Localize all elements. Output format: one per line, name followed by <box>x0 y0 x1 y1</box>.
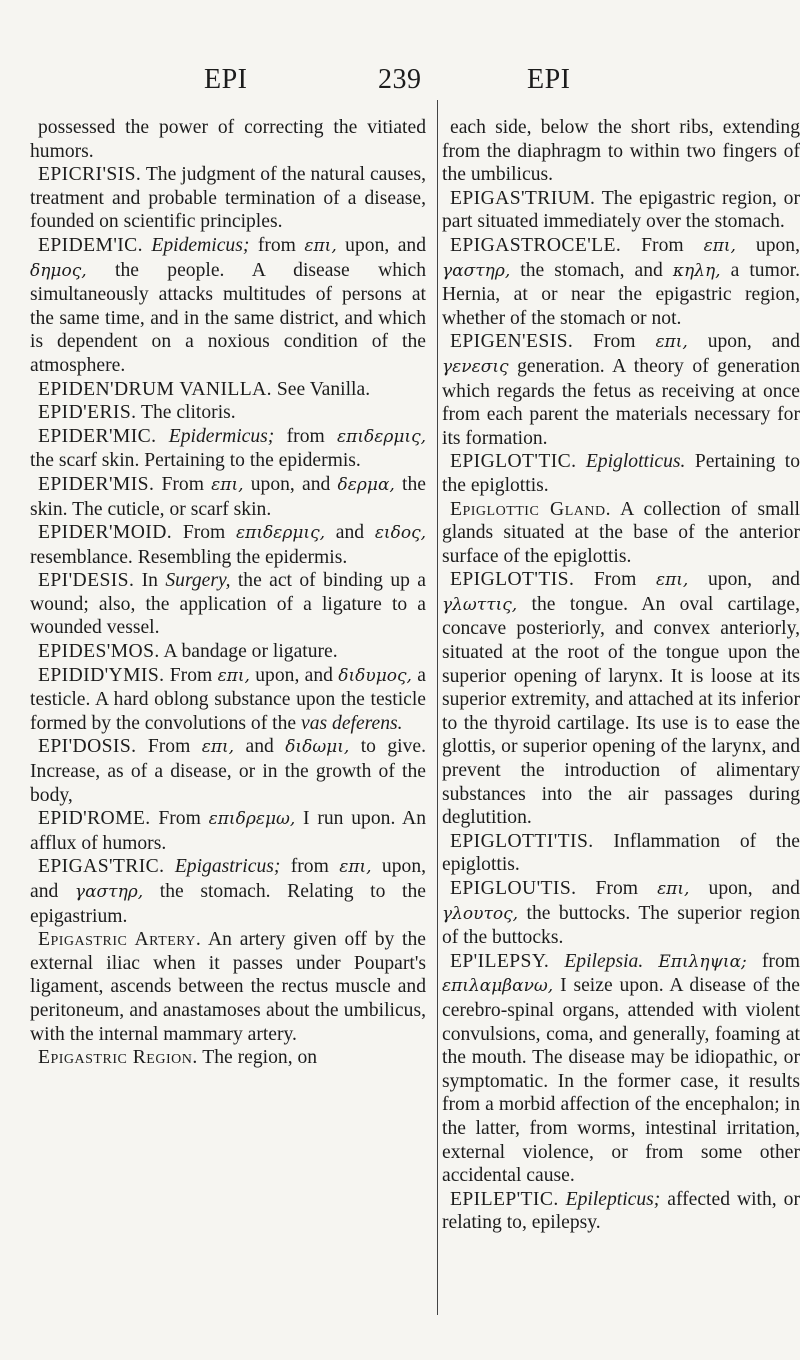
greek-etymon: επι, <box>217 665 250 686</box>
dictionary-entry <box>442 1188 800 1235</box>
dictionary-entry <box>442 877 800 950</box>
definition-text: Pertaining to the epiglottis. <box>442 451 800 496</box>
entry-headword: EPIDEN'DRUM VANILLA. <box>38 378 272 400</box>
definition-text: From <box>574 569 656 591</box>
dictionary-entry <box>442 498 800 569</box>
greek-etymon: επι, <box>339 857 372 878</box>
entry-headword: EPIGAS'TRIC. <box>38 856 165 878</box>
definition-text: possessed the power of correcting the vitiated humors. <box>30 117 426 162</box>
entry-headword: Epigastric Region. <box>38 1047 198 1069</box>
greek-etymon: επιλαμβανω, <box>442 976 554 997</box>
dictionary-entry <box>30 401 426 425</box>
dictionary-entry <box>30 928 426 1046</box>
greek-etymon: επι, <box>655 570 689 591</box>
entry-headword: EPI'DESIS. <box>38 570 135 592</box>
dictionary-entry <box>30 163 426 234</box>
entry-headword: EPILEP'TIC. <box>450 1188 559 1210</box>
definition-text: from <box>746 950 800 972</box>
greek-etymon: επιδρεμω, <box>208 809 296 830</box>
left-column <box>30 116 426 1070</box>
definition-text: upon, and <box>249 664 339 686</box>
definition-text <box>549 951 564 972</box>
dictionary-entry <box>442 450 800 497</box>
definition-text: I seize upon. A disease of the cerebro-spinal organs, attended with violent convulsions, coma, and generally, foaming at the mouth. The disease may be idiopathic, or symptomatic. In the former case, it results from a morbid affection of the encephalon; in the latter, from worms, intestinal irritation, external violence, or from some other accidental cause. <box>442 975 800 1187</box>
definition-text: From <box>150 808 209 830</box>
dictionary-entry <box>30 735 426 807</box>
dictionary-entry <box>30 569 426 640</box>
definition-text: to give. Increase, as of a disease, or in the growth of the body, <box>30 736 426 806</box>
definition-text: From <box>621 234 704 256</box>
dictionary-entry <box>442 330 800 450</box>
dictionary-entry <box>30 378 426 402</box>
entry-headword: EPIGAS'TRIUM. <box>450 187 596 209</box>
greek-etymon: επιδερμις, <box>236 523 325 544</box>
greek-etymon: διδωμι, <box>285 737 350 758</box>
definition-text: From <box>576 878 658 899</box>
definition-text: from <box>249 234 305 256</box>
latin-term: Epilepsia. <box>564 950 644 972</box>
definition-text: The epigastric region, or part situated immediately over the stomach. <box>442 187 800 233</box>
greek-etymon: δερμα, <box>337 474 395 495</box>
greek-etymon: επι, <box>304 235 337 256</box>
entry-headword: EPIGASTROCE'LE. <box>450 234 622 256</box>
dictionary-entry <box>442 116 800 187</box>
definition-text <box>164 856 174 877</box>
entry-headword: EPID'ROME. <box>38 808 151 830</box>
definition-text: affected with, or relating to, epilepsy. <box>442 1188 800 1234</box>
definition-text: a tumor. Hernia, at or near the epigastric region, whether of the stomach or not. <box>442 259 800 329</box>
definition-text: The clitoris. <box>136 402 236 424</box>
definition-text: resemblance. Resembling the epidermis. <box>30 546 348 568</box>
entry-headword: EPIDER'MOID. <box>38 522 173 544</box>
latin-term: Epigastricus; <box>174 856 281 878</box>
definition-text: upon, and <box>336 234 426 256</box>
dictionary-entry <box>30 1046 426 1070</box>
definition-text: upon, and <box>243 473 338 495</box>
dictionary-entry <box>442 234 800 330</box>
entry-headword: EP'ILEPSY. <box>450 950 550 972</box>
definition-text: the skin. The cuticle, or scarf skin. <box>30 473 426 520</box>
definition-text: I run upon. An afflux of humors. <box>30 808 426 854</box>
greek-etymon: γαστηρ, <box>442 260 511 281</box>
dictionary-entry <box>442 950 800 1188</box>
definition-text: a testicle. A hard oblong substance upon the testicle formed by the convolutions of the <box>30 664 426 734</box>
entry-headword: EPICRI'SIS. <box>38 164 142 186</box>
greek-etymon: γαστηρ, <box>74 882 144 902</box>
greek-etymon: κηλη, <box>672 260 721 281</box>
dictionary-entry <box>30 807 426 855</box>
definition-text: upon, <box>735 234 800 256</box>
dictionary-entry <box>30 116 426 163</box>
header-left-guide-word: EPI <box>204 64 248 95</box>
greek-etymon: Επιληψια; <box>658 951 747 972</box>
definition-text: generation. A theory of generation which regards the fetus as receiving at once from each parent the materials necessary for its formation. <box>442 355 800 449</box>
definition-text <box>156 426 168 447</box>
definition-text: the stomach, and <box>510 259 673 281</box>
entry-headword: EPIDID'YMIS. <box>38 664 165 686</box>
greek-etymon: επι, <box>201 737 235 758</box>
definition-text: From <box>573 331 656 353</box>
definition-text: the people. A disease which simultaneously attacks multitudes of persons at the same time, and in the same district, and which is dependent on a noxious condition of the atmosphere. <box>30 259 426 376</box>
entry-headword: EPID'ERIS. <box>38 402 137 424</box>
definition-text: Inflammation of the epiglottis. <box>442 830 800 876</box>
dictionary-entry <box>442 830 800 877</box>
header-right-guide-word: EPI <box>527 64 571 95</box>
latin-term: Epilepticus; <box>565 1188 661 1210</box>
greek-etymon: επιδερμις, <box>337 426 426 447</box>
definition-text: An artery given off by the external iliac when it passes under Poupart's ligament, ascends between the rectus muscle and peritoneum, and anastamoses about the umbilicus, with the internal mammary artery. <box>30 929 426 1045</box>
definition-text: the act of binding up a wound; also, the application of a ligature to a wounded vessel. <box>30 570 426 639</box>
definition-text: and <box>325 522 375 544</box>
definition-text <box>643 951 658 972</box>
entry-headword: EPIGLOTTI'TIS. <box>450 830 594 852</box>
greek-etymon: διδυμος, <box>338 665 412 686</box>
entry-headword: EPIDEM'IC. <box>38 234 143 256</box>
column-divider <box>437 100 438 1315</box>
definition-text: and <box>234 736 286 758</box>
definition-text: the buttocks. The superior region of the buttocks. <box>442 902 800 949</box>
definition-text: the scarf skin. Pertaining to the epidermis. <box>30 450 361 472</box>
greek-etymon: επι, <box>703 235 736 256</box>
definition-text: The region, on <box>197 1047 318 1069</box>
definition-text: From <box>136 736 202 758</box>
definition-text: A collection of small glands situated at the base of the anterior surface of the epiglottis. <box>442 498 800 567</box>
definition-text: upon, and <box>30 856 427 902</box>
entry-headword: Epigastric Artery. <box>38 929 202 951</box>
entry-headword: EPIDER'MIS. <box>38 473 155 495</box>
running-header <box>0 64 800 104</box>
definition-text <box>576 451 585 472</box>
greek-etymon: γλουτος, <box>442 903 519 924</box>
greek-etymon: επι, <box>657 879 690 899</box>
greek-etymon: ειδος, <box>374 523 426 544</box>
entry-headword: EPI'DOSIS. <box>38 736 137 758</box>
entry-headword: EPIGLOT'TIC. <box>450 451 577 473</box>
definition-text <box>559 1189 566 1210</box>
latin-term: Epidermicus; <box>168 425 275 447</box>
definition-text: See Vanilla. <box>271 378 371 400</box>
latin-term: vas deferens. <box>301 712 403 734</box>
entry-headword: EPIDER'MIC. <box>38 425 157 447</box>
definition-text: From <box>164 664 218 686</box>
dictionary-entry <box>442 568 800 830</box>
definition-text: each side, below the short ribs, extending from the diaphragm to within two fingers of the umbilicus. <box>442 117 800 186</box>
definition-text: the tongue. An oval cartilage, concave posteriorly, and convex anteriorly, situated at the root of the tongue upon the superior opening of larynx. It is loose at its superior extremity, and attached at its inferior to the thyroid cartilage. Its use is to ease the glottis, or superior opening of the larynx, and prevent the introduction of alimentary substances into the air passages during deglutition. <box>442 593 800 829</box>
definition-text: From <box>172 522 237 544</box>
greek-etymon: γλωττις, <box>442 594 518 615</box>
right-column <box>442 116 800 1235</box>
definition-text: The judgment of the natural causes, treatment and probable termination of a disease, founded on scientific principles. <box>30 164 426 233</box>
dictionary-entry <box>442 187 800 234</box>
definition-text: In <box>134 570 166 592</box>
definition-text: the stomach. Relating to the epigastrium. <box>30 881 426 927</box>
greek-etymon: γενεσις <box>442 356 509 377</box>
entry-headword: EPIDES'MOS. <box>38 641 160 663</box>
greek-etymon: επι, <box>211 474 244 495</box>
dictionary-entry <box>30 855 426 928</box>
entry-headword: EPIGLOU'TIS. <box>450 878 577 899</box>
definition-text: upon, and <box>688 569 800 591</box>
latin-term: Epidemicus; <box>151 234 250 256</box>
entry-headword: EPIGEN'ESIS. <box>450 331 574 353</box>
definition-text: A bandage or ligature. <box>159 641 338 663</box>
dictionary-entry <box>30 234 426 378</box>
definition-text: From <box>154 473 212 495</box>
dictionary-entry <box>30 425 426 473</box>
definition-text: upon, and <box>689 878 800 899</box>
latin-term: Surgery, <box>165 570 231 592</box>
latin-term: Epiglotticus. <box>585 451 686 473</box>
dictionary-entry <box>30 521 426 569</box>
page-number: 239 <box>378 64 422 95</box>
definition-text: from <box>280 856 340 878</box>
dictionary-entry <box>30 640 426 664</box>
entry-headword: Epiglottic Gland. <box>450 498 611 520</box>
definition-text: from <box>274 425 338 447</box>
entry-headword: EPIGLOT'TIS. <box>450 569 575 591</box>
dictionary-entry <box>30 473 426 521</box>
dictionary-entry <box>30 664 426 736</box>
definition-text: upon, and <box>687 331 800 353</box>
greek-etymon: επι, <box>655 332 688 353</box>
greek-etymon: δημος, <box>30 260 87 281</box>
